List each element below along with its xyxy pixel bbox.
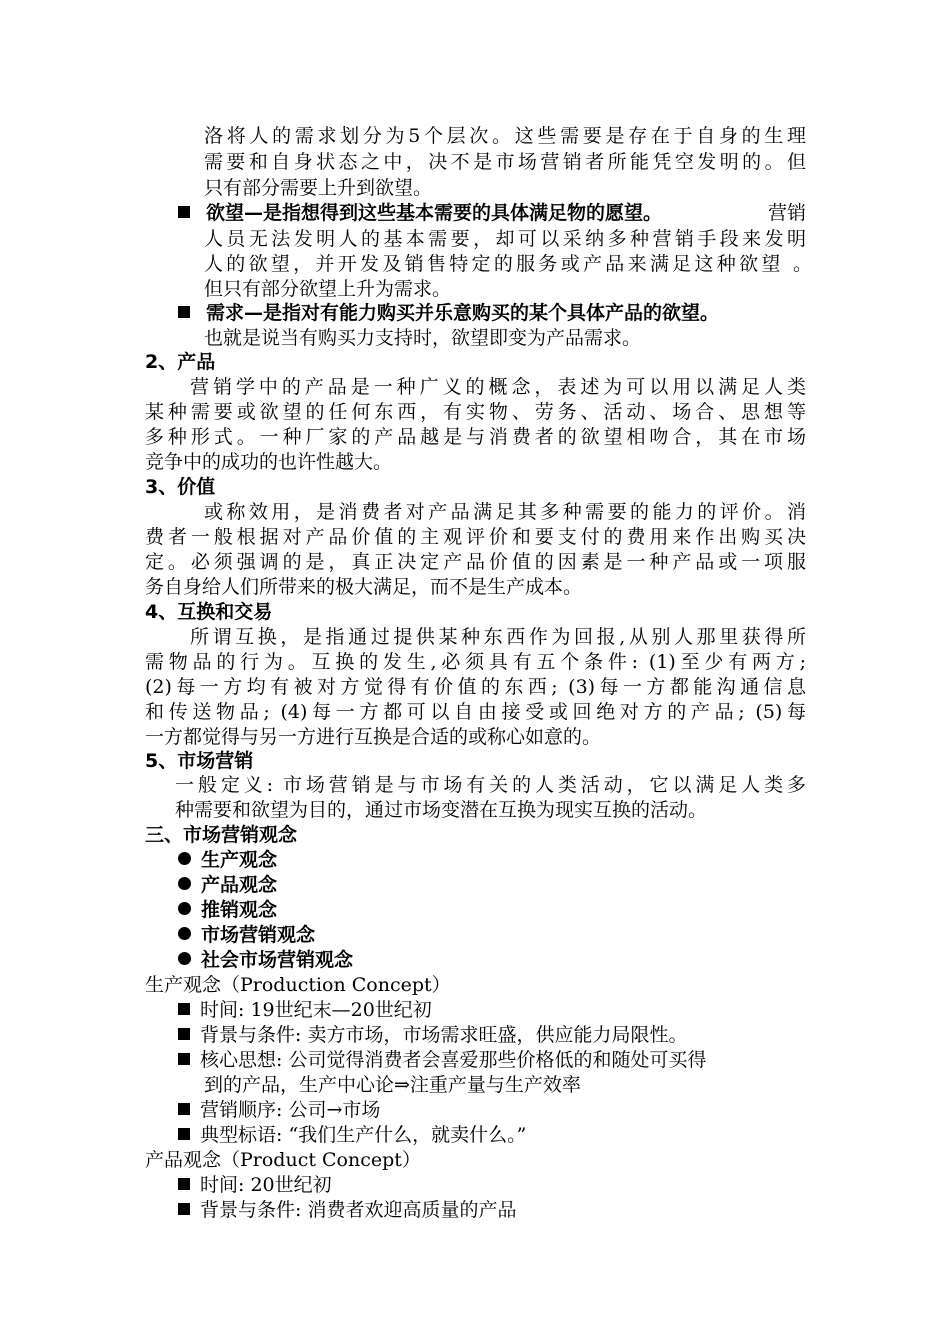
paragraph-line: 一般定义: 市场营销是与市场有关的人类活动，它以满足人类多 (175, 774, 806, 796)
square-bullet-icon (178, 306, 190, 318)
circle-bullet-icon (178, 877, 191, 890)
paragraph-line: 需要和自身状态之中，决不是市场营销者所能凭空发明的。但 (204, 151, 806, 173)
square-bullet-icon (178, 1178, 190, 1190)
paragraph-line: 多种形式。一种厂家的产品越是与消费者的欲望相吻合，其在市场 (145, 426, 806, 448)
concept-item: 推销观念 (178, 898, 277, 922)
paragraph-line: 定。必须强调的是，真正决定产品价值的因素是一种产品或一项服 (145, 551, 806, 573)
concept-item: 产品观念 (178, 873, 277, 897)
list-item: 时间: 19世纪末—20世纪初 (178, 998, 432, 1022)
demand-definition: 需求—是指对有能力购买并乐意购买的某个具体产品的欲望。 (206, 302, 720, 324)
square-bullet-icon (178, 206, 190, 218)
paragraph-line: 种需要和欲望为目的，通过市场变潜在互换为现实互换的活动。 (175, 799, 708, 821)
paragraph-line: 所谓互换，是指通过提供某种东西作为回报,从别人那里获得所 (190, 626, 806, 648)
want-bullet (178, 201, 806, 225)
square-bullet-icon (178, 1028, 190, 1040)
paragraph-line: 但只有部分欲望上升为需求。 (204, 278, 452, 300)
concept-item: 社会市场营销观念 (178, 948, 353, 972)
concept-title: 生产观念（Production Concept） (145, 974, 451, 996)
square-bullet-icon (178, 1003, 190, 1015)
paragraph-line: 务自身给人们所带来的极大满足，而不是生产成本。 (145, 576, 583, 598)
list-item-continuation: 到的产品，生产中心论⇒注重产量与生产效率 (204, 1074, 581, 1096)
paragraph-line: 某种需要或欲望的任何东西，有实物、劳务、活动、场合、思想等 (145, 401, 806, 423)
list-item: 营销顺序: 公司→市场 (178, 1098, 380, 1122)
circle-bullet-icon (178, 902, 191, 915)
paragraph-line: 人的欲望，并开发及销售特定的服务或产品来满足这种欲望 。 (204, 253, 812, 275)
concept-title: 产品观念（Product Concept） (145, 1149, 421, 1171)
square-bullet-icon (178, 1203, 190, 1215)
want-tail: 营销 (767, 202, 806, 224)
paragraph-line: 洛将人的需求划分为5个层次。这些需要是存在于自身的生理 (204, 125, 806, 147)
want-definition: 欲望—是指想得到这些基本需要的具体满足物的愿望。 (206, 202, 663, 224)
circle-bullet-icon (178, 852, 191, 865)
paragraph-line: 一方都觉得与另一方进行互换是合适的或称心如意的。 (145, 726, 602, 748)
paragraph-line: 人员无法发明人的基本需要，却可以采纳多种营销手段来发明 (204, 228, 806, 250)
list-item: 典型标语: “我们生产什么，就卖什么。” (178, 1123, 526, 1147)
circle-bullet-icon (178, 952, 191, 965)
paragraph-line: 只有部分需要上升到欲望。 (204, 177, 433, 199)
square-bullet-icon (178, 1053, 190, 1065)
paragraph-line: 或称效用，是消费者对产品满足其多种需要的能力的评价。消 (204, 501, 806, 523)
paragraph-line: 竞争中的成功的也许性越大。 (145, 451, 393, 473)
section-heading: 4、互换和交易 (145, 601, 273, 623)
list-item: 核心思想: 公司觉得消费者会喜爱那些价格低的和随处可买得 (178, 1048, 706, 1072)
paragraph-line: 营销学中的产品是一种广义的概念，表述为可以用以满足人类 (190, 376, 806, 398)
list-item: 时间: 20世纪初 (178, 1173, 332, 1197)
paragraph-line: 费者一般根据对产品价值的主观评价和要支付的费用来作出购买决 (145, 526, 806, 548)
section-heading: 5、市场营销 (145, 750, 254, 772)
square-bullet-icon (178, 1103, 190, 1115)
section-heading: 2、产品 (145, 351, 216, 373)
circle-bullet-icon (178, 927, 191, 940)
paragraph-line: 和传送物品; (4)每一方都可以自由接受或回绝对方的产品; (5)每 (145, 701, 806, 723)
paragraph-line: 需物品的行为。互换的发生,必须具有五个条件: (1)至少有两方; (145, 651, 806, 673)
demand-bullet (178, 301, 818, 325)
section-heading: 3、价值 (145, 476, 216, 498)
paragraph-line: (2)每一方均有被对方觉得有价值的东西; (3)每一方都能沟通信息 (145, 676, 806, 698)
list-item: 背景与条件: 卖方市场，市场需求旺盛，供应能力局限性。 (178, 1023, 687, 1047)
list-item: 背景与条件: 消费者欢迎高质量的产品 (178, 1198, 516, 1222)
paragraph-line: 也就是说当有购买力支持时，欲望即变为产品需求。 (204, 327, 642, 349)
square-bullet-icon (178, 1128, 190, 1140)
concept-item: 生产观念 (178, 848, 277, 872)
concept-item: 市场营销观念 (178, 923, 315, 947)
concepts-heading: 三、市场营销观念 (145, 824, 298, 846)
